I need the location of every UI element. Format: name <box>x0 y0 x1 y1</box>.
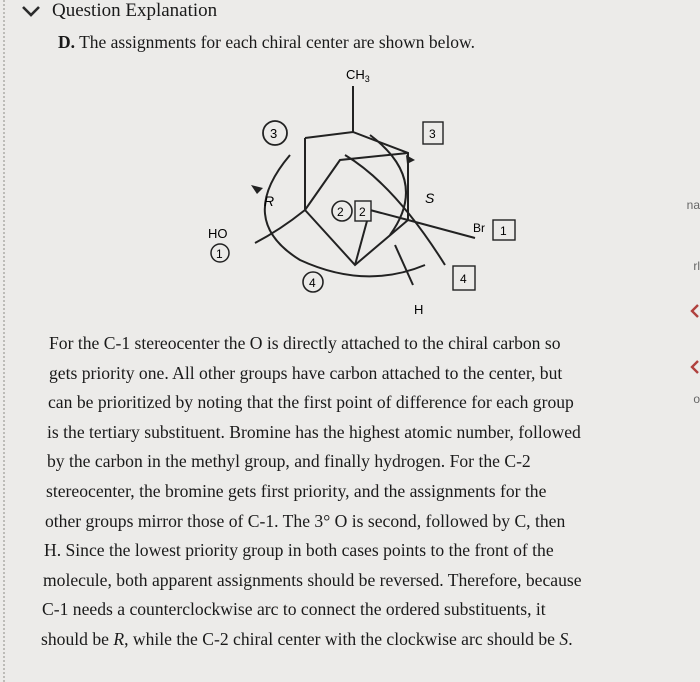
h-bond <box>395 245 413 285</box>
paragraph-line: gets priority one. All other groups have carbon attached to the center, but <box>49 362 563 383</box>
paragraph-line: is the tertiary substituent. Bromine has the highest atomic number, followed <box>47 421 581 442</box>
paragraph-line: can be prioritized by noting that the first point of difference for each group <box>48 392 574 413</box>
priority-circle-2-label: 2 <box>337 205 344 219</box>
chevron-left-icon[interactable] <box>690 360 700 374</box>
s-label: S <box>425 190 435 206</box>
intro-line <box>58 32 475 53</box>
paragraph-line: other groups mirror those of C-1. The 3° O is second, followed by C, then <box>45 510 566 531</box>
arrow-head <box>406 155 415 164</box>
r-label: R <box>264 193 275 209</box>
priority-circle-1-label: 1 <box>216 247 223 261</box>
priority-circle-4-label: 4 <box>309 276 316 290</box>
ho-bond <box>255 210 305 243</box>
r-arrow-icon <box>251 185 263 194</box>
clipped-edge-text: na <box>686 198 700 212</box>
priority-box-2-label: 2 <box>359 205 366 219</box>
ch3-label: $CH_3$ <box>346 67 370 84</box>
chevron-down-icon[interactable] <box>20 4 42 18</box>
paragraph-line: H. Since the lowest priority group in both cases points to the front of the <box>44 540 554 561</box>
question-explanation-header[interactable] <box>20 0 217 22</box>
paragraph-line: stereocenter, the bromine gets first priority, and the assignments for the <box>46 480 547 501</box>
left-dotted-rule <box>3 0 5 682</box>
chevron-left-icon[interactable] <box>690 304 700 318</box>
clipped-edge-text: rl <box>693 259 700 273</box>
paragraph-line: For the C-1 stereocenter the O is directly attached to the chiral carbon so <box>49 333 561 353</box>
priority-circle-3-label: 3 <box>270 126 278 141</box>
ho-label: HO <box>208 226 228 241</box>
paragraph-line: by the carbon in the methyl group, and finally hydrogen. For the C-2 <box>47 451 531 472</box>
priority-box-3-label: 3 <box>429 127 436 141</box>
chiral-center-diagram <box>195 60 525 322</box>
explanation-paragraph <box>40 329 690 655</box>
intro-text: The assignments for each chiral center are shown below. <box>79 32 475 52</box>
br-label: Br <box>473 221 485 235</box>
h-label: H <box>414 302 424 317</box>
priority-box-1-label: 1 <box>500 224 507 238</box>
paragraph-line: molecule, both apparent assignments should be reversed. Therefore, because <box>43 569 582 590</box>
clipped-edge-text: o <box>693 392 700 406</box>
header-title: Question Explanation <box>52 0 218 21</box>
br-bond <box>408 220 475 238</box>
paragraph-line-final: should be R, while the C-2 chiral center with the clockwise arc should be S. <box>41 628 573 649</box>
priority-box-4-label: 4 <box>460 272 467 286</box>
paragraph-line: C-1 needs a counterclockwise arc to connect the ordered substituents, it <box>42 599 546 620</box>
intro-label: D. <box>58 32 76 52</box>
